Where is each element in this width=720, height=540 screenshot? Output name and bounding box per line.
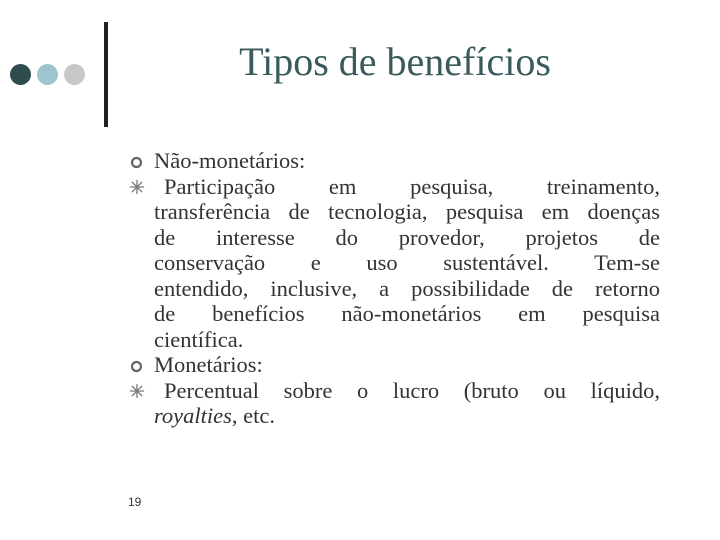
bullet-subitem-monetary-detail <box>128 378 660 429</box>
gray-dot-icon <box>64 64 85 85</box>
bullet-item-monetary <box>128 352 660 378</box>
non-monetary-detail-text <box>154 174 660 353</box>
detail-line: de interesse do provedor, projetos de <box>154 224 660 250</box>
bullet-heading-non-monetary: Não-monetários: <box>154 148 306 173</box>
decorative-dots <box>10 64 100 88</box>
monetary-detail-text <box>154 378 660 429</box>
detail-line: transferência de tecnologia, pesquisa em doenças <box>154 199 660 224</box>
bullet-subitem-non-monetary-detail <box>128 174 660 353</box>
detail-line: científica. <box>154 326 244 352</box>
detail-line: Participação em pesquisa, treinamento, <box>164 173 660 199</box>
detail-line: entendido, inclusive, a possibilidade de retorno <box>154 275 660 301</box>
asterisk-bullet-icon <box>128 378 148 404</box>
bullet-heading-monetary: Monetários: <box>154 352 263 377</box>
slide-content <box>128 148 660 429</box>
light-teal-dot-icon <box>37 64 58 85</box>
asterisk-bullet-icon <box>128 174 148 200</box>
page-number: 19 <box>128 495 142 509</box>
circle-bullet-icon <box>128 148 148 174</box>
detail-line: de benefícios não-monetários em pesquisa <box>154 301 660 326</box>
circle-bullet-icon <box>128 352 148 378</box>
dark-dot-icon <box>10 64 31 85</box>
title-divider-bar <box>104 22 108 127</box>
detail-line: conservação e uso sustentável. Tem-se <box>154 250 660 275</box>
detail-line: Percentual sobre o lucro (bruto ou líquido, <box>164 377 660 403</box>
detail-tail: , etc. <box>231 403 276 428</box>
detail-line-last <box>154 403 660 429</box>
bullet-item-non-monetary <box>128 148 660 174</box>
slide-title: Tipos de benefícios <box>239 39 551 84</box>
royalties-term: royalties <box>154 403 232 428</box>
